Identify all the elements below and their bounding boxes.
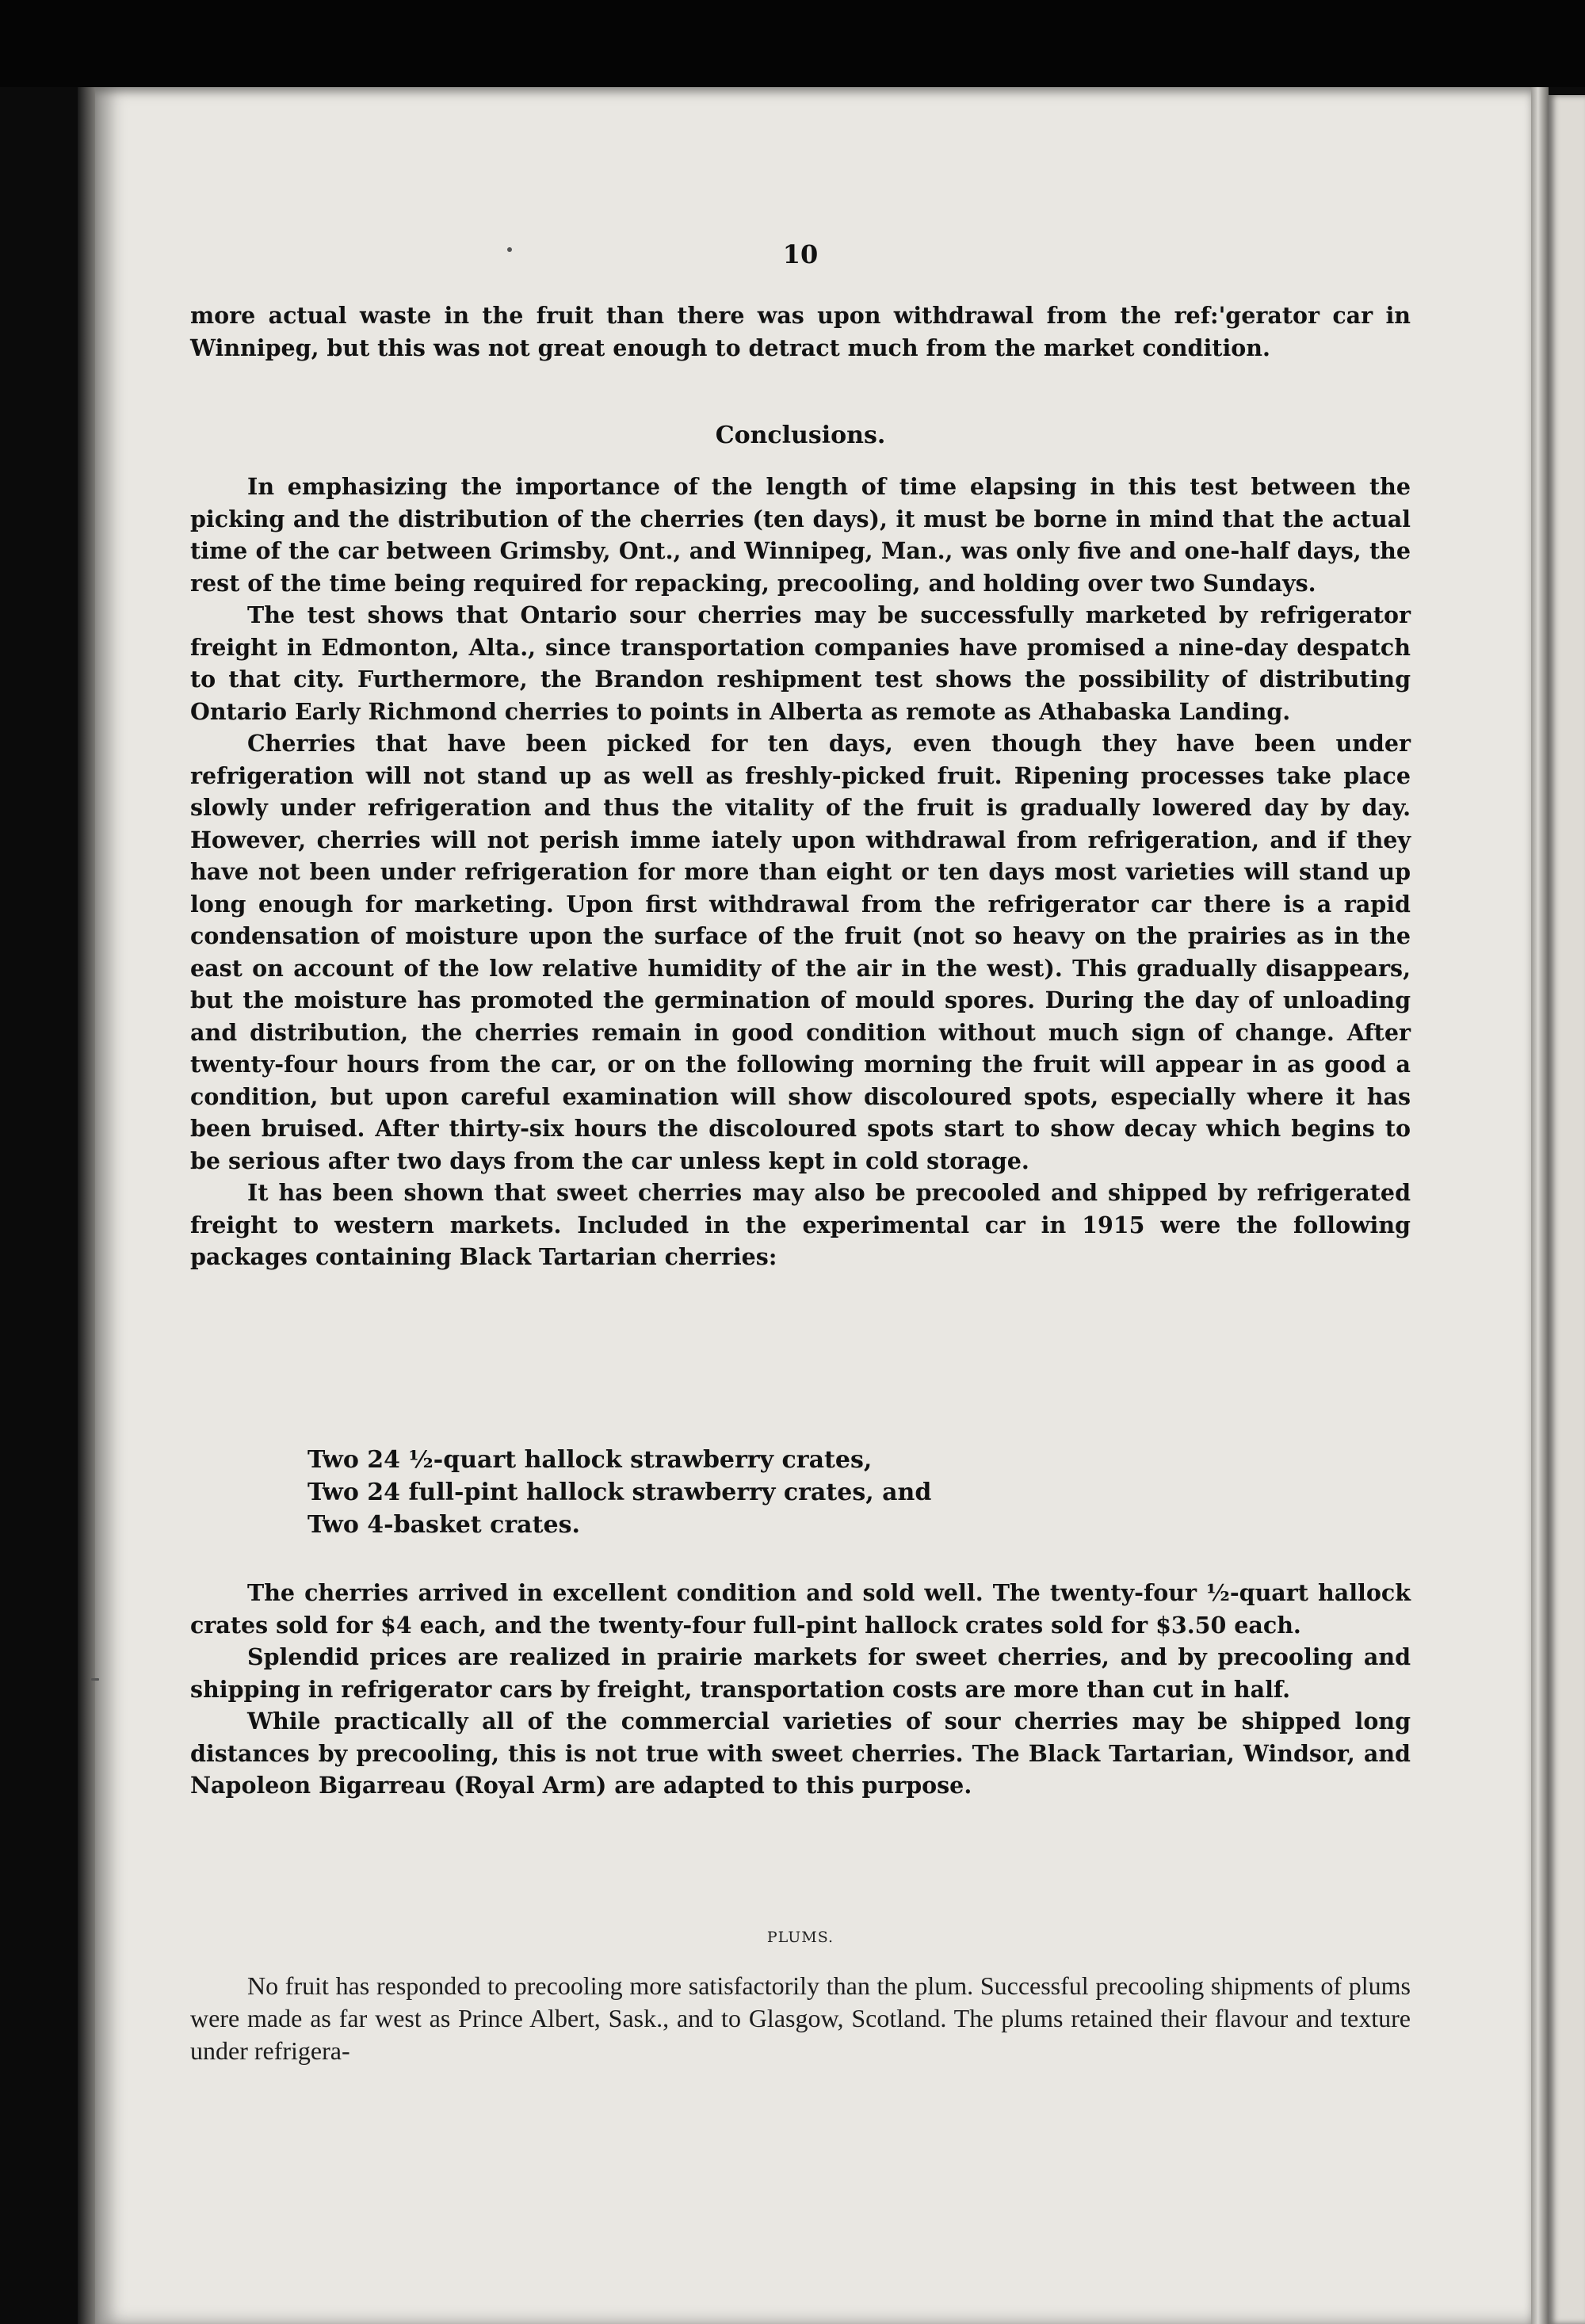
plums-section [190, 1970, 1411, 2067]
plums-heading: PLUMS. [766, 1929, 835, 1946]
scan-speck [91, 1678, 99, 1681]
conclusions-section [190, 471, 1411, 1273]
paragraph: Cherries that have been picked for ten days, even though they have been under refrigeration will not stand up as well as freshly-picked fruit. Ripening processes take place slowly under refrigeration and thus the vitality of the fruit is gradually lowered day by day. However, cherries will not perish imme iately upon withdrawal from refrigeration, and if they have not been under refrigeration for more than eight or ten days most varieties will stand up long enough for marketing. Upon first withdrawal from the refrigerator car there is a rapid condensation of moisture upon the surface of the fruit (not so heavy on the prairies as in the east on account of the low relative humidity of the air in the west). This gradually disappears, but the moisture has promoted the germination of mould spores. During the day of unloading and distribution, the cherries remain in good condition without much sign of change. After twenty-four hours from the car, or on the following morning the fruit will appear in as good a condition, but upon careful examination will show discoloured spots, especially where it has been bruised. After thirty-six hours the discoloured spots start to show decay which begins to be serious after two days from the car unless kept in cold storage. [190, 730, 1411, 1174]
paragraph: Splendid prices are realized in prairie markets for sweet cherries, and by precooling and shipping in refrigerator cars by freight, transportation costs are more than cut in half. [190, 1643, 1411, 1703]
conclusions-heading: Conclusions. [715, 422, 886, 449]
after-list-section [190, 1577, 1411, 1802]
paragraph: No fruit has responded to precooling more satisfactorily than the plum. Successful precooling shipments of plums were made as far west as Prince Albert, Sask., and to Glasgow, Scotland. The plums retained their flavour and texture under refrigera- [190, 1971, 1411, 2065]
opening-paragraph [190, 300, 1411, 364]
book-gutter [78, 87, 95, 2324]
page-edge [1531, 87, 1549, 2324]
scan-border-top [0, 0, 1585, 87]
page-number: 10 [782, 239, 819, 269]
list-item: Two 24 full-pint hallock strawberry crates, and [307, 1479, 932, 1506]
list-item: Two 24 ½-quart hallock strawberry crates, [307, 1446, 873, 1474]
list-item: Two 4-basket crates. [307, 1511, 580, 1539]
paragraph: The test shows that Ontario sour cherries may be successfully marketed by refrigerator freight in Edmonton, Alta., since transportation companies have promised a nine-day despatch to that city. Furthermore, the Brandon reshipment test shows the possibility of distributing Ontario Early Richmond cherries to points in Alberta as remote as Athabaska Landing. [190, 601, 1411, 725]
paragraph: It has been shown that sweet cherries may also be precooled and shipped by refrigerated freight to western markets. Included in the experimental car in 1915 were the following packages containing Black Tartarian cherries: [190, 1179, 1411, 1270]
paragraph: more actual waste in the fruit than there was upon withdrawal from the ref:'gerator car in Winnipeg, but this was not great enough to detract much from the market condition. [190, 302, 1411, 361]
facing-page-strip [1549, 95, 1585, 2324]
paragraph: The cherries arrived in excellent condition and sold well. The twenty-four ½-quart hallock crates sold for $4 each, and the twenty-four full-pint hallock crates sold for $3.50 each. [190, 1579, 1411, 1639]
paragraph: While practically all of the commercial varieties of sour cherries may be shipped long distances by precooling, this is not true with sweet cherries. The Black Tartarian, Windsor, and Napoleon Bigarreau (Royal Arm) are adapted to this purpose. [190, 1708, 1411, 1799]
package-list [307, 1444, 1338, 1541]
paragraph: In emphasizing the importance of the length of time elapsing in this test between the picking and the distribution of the cherries (ten days), it must be borne in mind that the actual time of the car between Grimsby, Ont., and Winnipeg, Man., was only five and one-half days, the rest of the time being required for repacking, precooling, and holding over two Sundays. [190, 473, 1411, 597]
